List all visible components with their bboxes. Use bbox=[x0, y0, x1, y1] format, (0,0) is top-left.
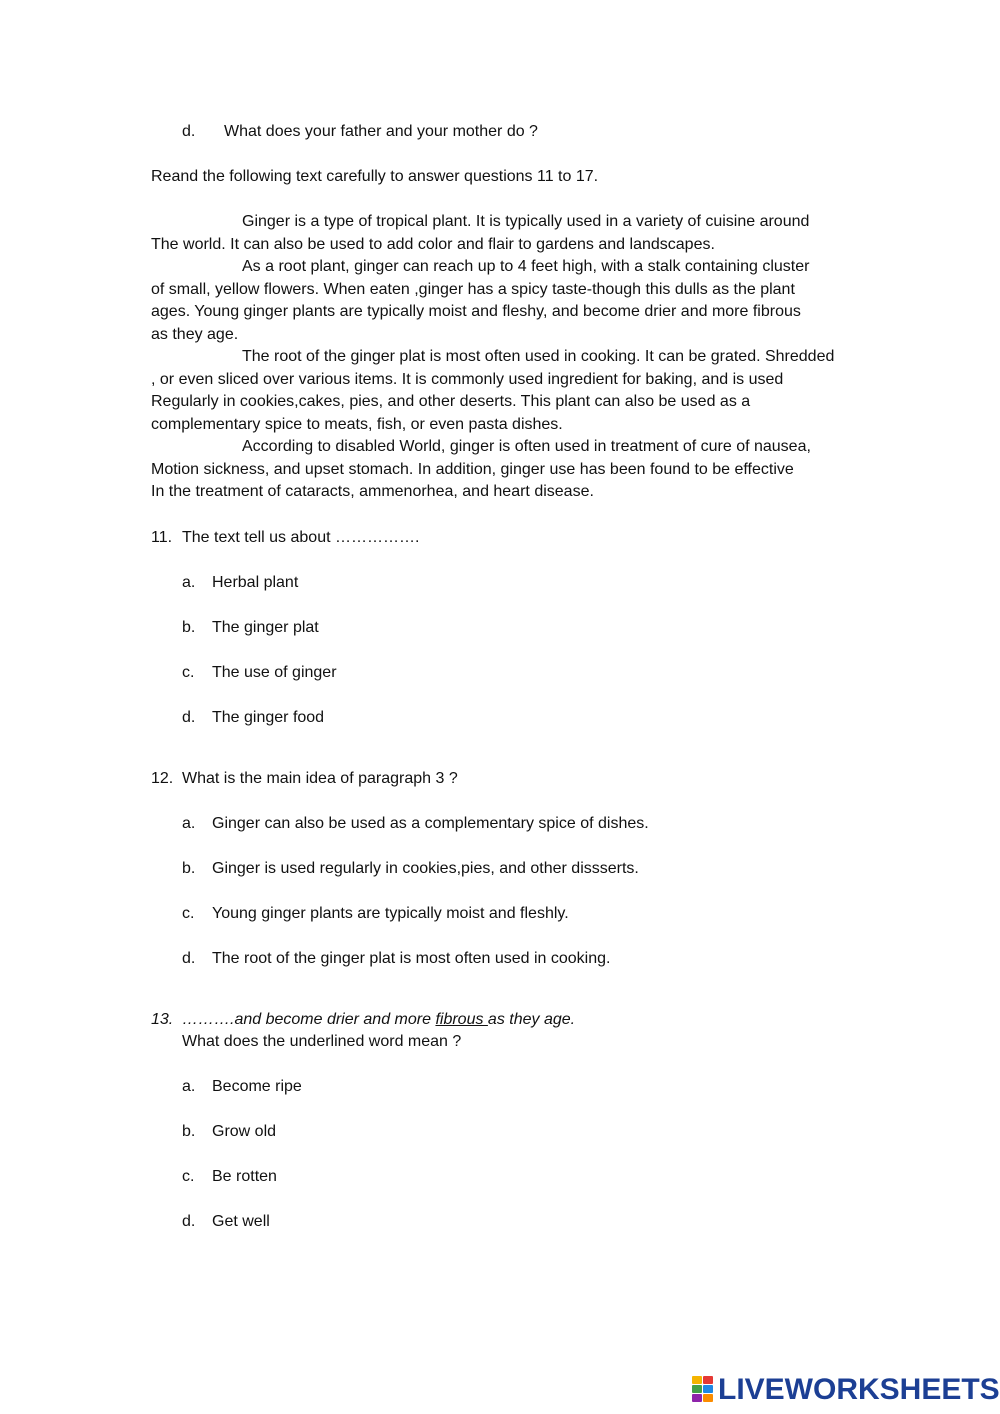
passage-line: of small, yellow flowers. When eaten ,ginger has a spicy taste-though this dulls as the plant bbox=[151, 281, 795, 298]
quote-before: ……….and become drier and more bbox=[182, 1011, 436, 1028]
option-text[interactable]: Grow old bbox=[212, 1123, 277, 1140]
option-letter: b. bbox=[182, 619, 196, 636]
intro-item-letter: d. bbox=[182, 123, 196, 140]
option-letter: d. bbox=[182, 709, 196, 726]
question-number: 11. bbox=[151, 529, 173, 546]
passage-line: , or even sliced over various items. It is commonly used ingredient for baking, and is used bbox=[151, 371, 784, 388]
passage-line: Regularly in cookies,cakes, pies, and other deserts. This plant can also be used as a bbox=[151, 393, 751, 410]
logo-text: LIVEWORKSHEETS bbox=[718, 1373, 1000, 1406]
question-text: The text tell us about ……………. bbox=[182, 529, 420, 546]
passage-line: The root of the ginger plat is most often used in cooking. It can be grated. Shredded bbox=[242, 348, 835, 365]
option-letter: a. bbox=[182, 815, 196, 832]
option-letter: a. bbox=[182, 574, 196, 591]
passage-line: The world. It can also be used to add color and flair to gardens and landscapes. bbox=[151, 236, 715, 253]
quote-after: as they age. bbox=[487, 1011, 576, 1028]
passage-line: As a root plant, ginger can reach up to 4 feet high, with a stalk containing cluster bbox=[242, 258, 810, 275]
option-text[interactable]: The root of the ginger plat is most often used in cooking. bbox=[212, 950, 611, 967]
option-letter: c. bbox=[182, 1168, 195, 1185]
option-letter: b. bbox=[182, 860, 196, 877]
passage-line: Motion sickness, and upset stomach. In addition, ginger use has been found to be effective bbox=[151, 461, 794, 478]
option-text[interactable]: Be rotten bbox=[212, 1168, 277, 1185]
option-text[interactable]: Herbal plant bbox=[212, 574, 299, 591]
question-text: What does the underlined word mean ? bbox=[182, 1033, 462, 1050]
option-letter: a. bbox=[182, 1078, 196, 1095]
question-number: 13. bbox=[151, 1011, 174, 1028]
passage-line: In the treatment of cataracts, ammenorhea, and heart disease. bbox=[151, 483, 594, 500]
passage-line: ages. Young ginger plants are typically moist and fleshy, and become drier and more fibrous bbox=[151, 303, 801, 320]
option-text[interactable]: Become ripe bbox=[212, 1078, 302, 1095]
liveworksheets-logo[interactable] bbox=[692, 1374, 1000, 1406]
question-text: What is the main idea of paragraph 3 ? bbox=[182, 770, 458, 787]
option-text[interactable]: The ginger plat bbox=[212, 619, 319, 636]
passage-line: complementary spice to meats, fish, or even pasta dishes. bbox=[151, 416, 563, 433]
option-letter: d. bbox=[182, 1213, 196, 1230]
option-text[interactable]: The ginger food bbox=[212, 709, 325, 726]
question-number: 12. bbox=[151, 770, 174, 787]
intro-item-text: What does your father and your mother do ? bbox=[224, 123, 538, 140]
option-text[interactable]: Ginger can also be used as a complementary spice of dishes. bbox=[212, 815, 649, 832]
option-letter: c. bbox=[182, 905, 195, 922]
instruction-text: Reand the following text carefully to answer questions 11 to 17. bbox=[151, 168, 599, 185]
option-text[interactable]: Get well bbox=[212, 1213, 270, 1230]
option-text[interactable]: The use of ginger bbox=[212, 664, 337, 681]
passage-line: According to disabled World, ginger is often used in treatment of cure of nausea, bbox=[242, 438, 811, 455]
option-letter: d. bbox=[182, 950, 196, 967]
passage-line: Ginger is a type of tropical plant. It is typically used in a variety of cuisine around bbox=[242, 213, 810, 230]
question-quote bbox=[182, 1009, 575, 1032]
option-letter: c. bbox=[182, 664, 195, 681]
option-text[interactable]: Ginger is used regularly in cookies,pies, and other dissserts. bbox=[212, 860, 639, 877]
passage-line: as they age. bbox=[151, 326, 239, 343]
option-text[interactable]: Young ginger plants are typically moist and fleshly. bbox=[212, 905, 569, 922]
option-letter: b. bbox=[182, 1123, 196, 1140]
underlined-word: fibrous bbox=[435, 1011, 488, 1028]
liveworksheets-logo-icon bbox=[692, 1376, 714, 1404]
